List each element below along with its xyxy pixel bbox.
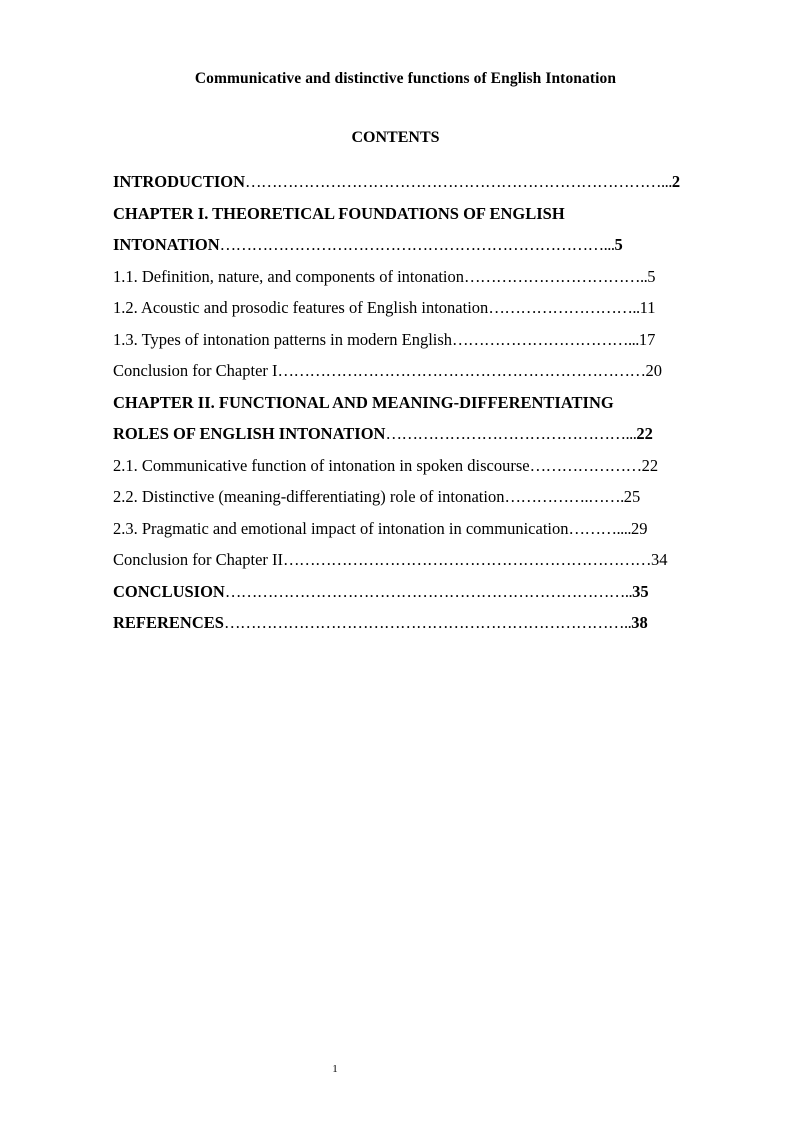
toc-entry-label: Conclusion for Chapter II	[113, 550, 284, 569]
table-of-contents	[113, 166, 738, 639]
toc-entry-page: 22	[641, 455, 659, 475]
toc-entry-page: 25	[623, 487, 641, 506]
toc-entry[interactable]	[113, 198, 738, 230]
toc-entry[interactable]	[113, 261, 738, 293]
toc-entry-label: 2.1. Communicative function of intonation in spoken discourse	[113, 455, 530, 475]
toc-entry[interactable]	[113, 576, 738, 608]
toc-entry[interactable]	[113, 481, 738, 513]
toc-entry-dots: …………………………………………………………………..	[223, 613, 632, 632]
toc-entry[interactable]	[113, 513, 738, 545]
toc-entry-label: 1.3. Types of intonation patterns in modern English	[113, 329, 453, 349]
toc-entry-page: 2	[671, 172, 681, 191]
toc-entry[interactable]	[113, 166, 738, 198]
toc-entry-label: INTRODUCTION	[113, 172, 246, 191]
toc-entry-label: ROLES OF ENGLISH INTONATION	[113, 424, 386, 443]
toc-entry-page: 5	[647, 266, 656, 286]
toc-entry-label: REFERENCES	[113, 613, 224, 632]
toc-entry[interactable]	[113, 229, 738, 261]
toc-entry-dots: ……………………………………………………………	[283, 550, 652, 569]
toc-entry-page: 35	[632, 581, 649, 601]
toc-entry-label: 2.2. Distinctive (meaning-differentiating) role of intonation	[113, 487, 505, 506]
toc-entry[interactable]	[113, 387, 738, 419]
toc-entry-page: 5	[614, 235, 623, 254]
toc-entry-dots: …………………	[529, 455, 642, 475]
toc-entry-label: 2.3. Pragmatic and emotional impact of intonation in communication	[113, 518, 569, 538]
toc-entry[interactable]	[113, 324, 738, 356]
toc-entry-label: CHAPTER I. THEORETICAL FOUNDATIONS OF ENGLISH	[113, 203, 565, 223]
page-title: Communicative and distinctive functions of English Intonation	[194, 70, 617, 87]
toc-entry-page: 34	[651, 550, 668, 569]
toc-entry-page: 22	[636, 424, 653, 443]
toc-entry-dots: ………....	[568, 518, 631, 538]
toc-entry-label: CONCLUSION	[113, 581, 225, 601]
toc-entry-dots: ……………………………...	[452, 329, 639, 349]
toc-entry-label: 1.2. Acoustic and prosodic features of English intonation	[113, 298, 489, 317]
toc-entry-dots: ………………………………………………………………...	[219, 235, 615, 254]
toc-entry-page: 11	[639, 298, 656, 317]
toc-entry-label: Conclusion for Chapter I	[113, 361, 278, 380]
toc-entry[interactable]	[113, 544, 738, 576]
toc-entry[interactable]	[113, 292, 738, 324]
toc-entry-dots: ………………………..	[488, 298, 640, 317]
toc-entry-dots: ……………………………………………………………………...	[245, 172, 672, 191]
toc-entry-label: 1.1. Definition, nature, and components of intonation	[113, 266, 465, 286]
toc-entry[interactable]	[113, 355, 738, 387]
toc-entry-label: INTONATION	[113, 235, 220, 254]
page-number: 1	[332, 1063, 338, 1075]
toc-entry-page: 38	[631, 613, 648, 632]
toc-entry-dots: ……………………………..	[464, 266, 648, 286]
toc-entry-dots: ………………………………………...	[385, 424, 637, 443]
contents-heading: CONTENTS	[351, 129, 440, 146]
toc-entry[interactable]	[113, 607, 738, 639]
toc-entry-dots: ……………………………………………………………	[277, 361, 646, 380]
toc-entry-dots: …………………………………………………………………..	[224, 581, 633, 601]
toc-entry[interactable]	[113, 450, 738, 482]
toc-entry-dots: …………….…….	[504, 487, 624, 506]
toc-entry-page: 29	[630, 518, 648, 538]
toc-entry-page: 17	[638, 329, 656, 349]
toc-entry[interactable]	[113, 418, 738, 450]
toc-entry-label: CHAPTER II. FUNCTIONAL AND MEANING-DIFFERENTIATING	[113, 392, 614, 412]
toc-entry-page: 20	[645, 361, 663, 380]
